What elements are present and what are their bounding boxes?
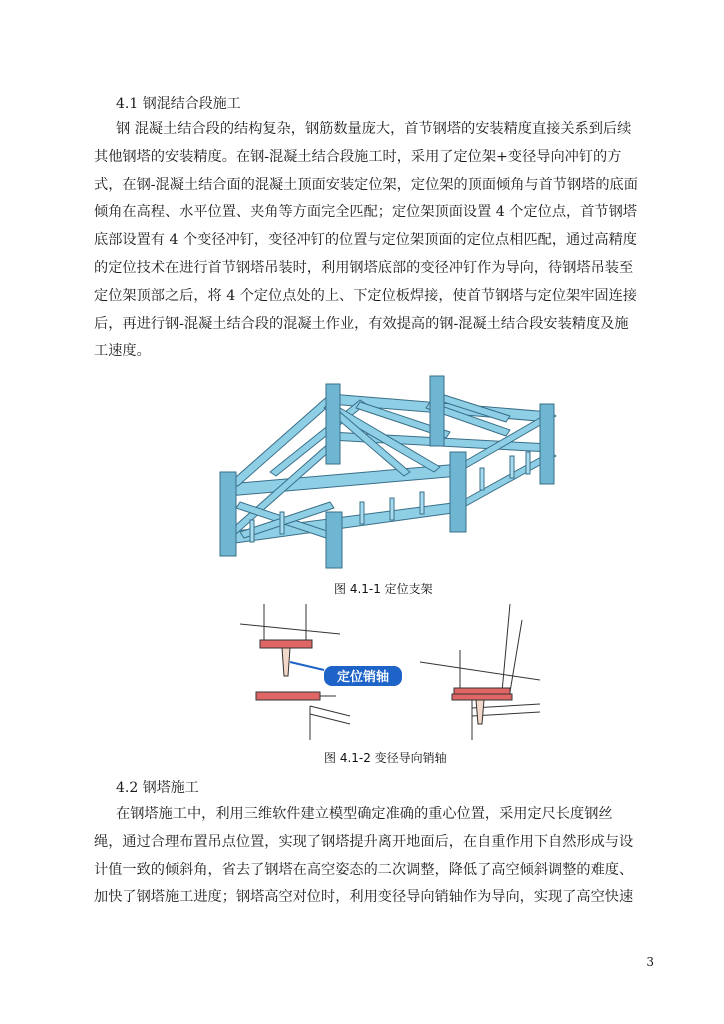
figure-4-1-1-caption: 图 4.1-1 定位支架	[334, 582, 433, 596]
paragraph-line: 式，在钢-混凝土结合面的混凝土顶面安装定位架，定位架的顶面倾角与首节钢塔的底面	[94, 176, 638, 193]
page-number: 3	[646, 955, 654, 969]
paragraph-line: 其他钢塔的安装精度。在钢-混凝土结合段施工时，采用了定位架+变径导向冲钉的方	[94, 148, 622, 165]
section-4-2-paragraph	[94, 801, 656, 912]
paragraph-line: 钢 混凝土结合段的结构复杂，钢筋数量庞大，首节钢塔的安装精度直接关系到后续	[116, 121, 632, 137]
guide-pin-label: 定位销轴	[336, 670, 390, 685]
section-4-1-paragraph	[94, 116, 656, 366]
paragraph-line: 的定位技术在进行首节钢塔吊装时，利用钢塔底部的变径冲钉作为导向，待钢塔吊装至	[94, 259, 634, 276]
guide-pin-figure	[240, 600, 540, 740]
paragraph-line: 定位架顶部之后，将 4 个定位点处的上、下定位板焊接，使首节钢塔与定位架牢固连接	[94, 287, 637, 304]
positioning-frame-figure	[210, 372, 566, 572]
section-4-1-heading: 4.1 钢混结合段施工	[116, 96, 241, 112]
paragraph-line: 倾角在高程、水平位置、夹角等方面完全匹配；定位架顶面设置 4 个定位点，首节钢塔	[94, 204, 637, 221]
paragraph-line: 绳，通过合理布置吊点位置，实现了钢塔提升离开地面后，在自重作用下自然形成与设	[94, 833, 634, 850]
paragraph-line: 底部设置有 4 个变径冲钉，变径冲钉的位置与定位架顶面的定位点相匹配，通过高精度	[94, 232, 637, 249]
paragraph-line: 加快了钢塔施工进度；钢塔高空对位时，利用变径导向销轴作为导向，实现了高空快速	[94, 889, 634, 906]
paragraph-line: 工速度。	[94, 343, 151, 360]
paragraph-line: 后，再进行钢-混凝土结合段的混凝土作业，有效提高的钢-混凝土结合段安装精度及施	[94, 315, 629, 332]
paragraph-line: 计值一致的倾斜角，省去了钢塔在高空姿态的二次调整，降低了高空倾斜调整的难度、	[94, 861, 634, 878]
paragraph-line: 在钢塔施工中，利用三维软件建立模型确定准确的重心位置，采用定尺长度钢丝	[116, 806, 613, 822]
section-4-2-heading: 4.2 钢塔施工	[116, 780, 199, 796]
figure-4-1-2-caption: 图 4.1-2 变径导向销轴	[324, 751, 447, 765]
